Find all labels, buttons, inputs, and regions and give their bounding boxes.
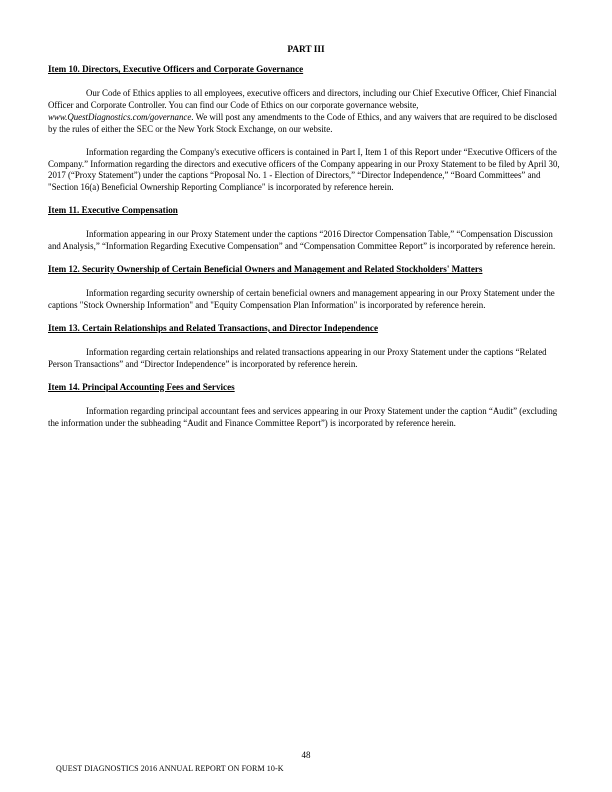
item-11-heading: Item 11. Executive Compensation (48, 205, 178, 216)
item-10-paragraph-1-text-before: Our Code of Ethics applies to all employees, executive officers and directors, including our Chief Executive Officer, Chief Financial Officer and Corporate Controller. You can find our Code of Ethics on our corporate governance website, (48, 88, 557, 110)
item-14-heading: Item 14. Principal Accounting Fees and Services (48, 381, 235, 392)
item-10-paragraph-1-text-after: . We will post any amendments to the Code of Ethics, and any waivers that are required to be disclosed by the rules of either the SEC or the New York Stock Exchange, on our website. (48, 111, 557, 134)
item-12-section (48, 264, 564, 312)
item-10-heading: Item 10. Directors, Executive Officers and Corporate Governance (48, 64, 304, 74)
item-10-paragraph-1 (48, 88, 564, 136)
page-footer: QUEST DIAGNOSTICS 2016 ANNUAL REPORT ON FORM 10-K (56, 764, 284, 773)
item-13-section (48, 323, 564, 371)
item-11-paragraph-1: Information appearing in our Proxy Statement under the captions “2016 Director Compensation Table,” “Compensation Discussion and Analysis,” “Information Regarding Executive Compensation” and “Compensation Committee Report” is incorporated by reference herein. (48, 229, 556, 252)
item-12-heading: Item 12. Security Ownership of Certain Beneficial Owners and Management and Related Stockholders' Matters (48, 264, 483, 275)
item-14-paragraph-1: Information regarding principal accountant fees and services appearing in our Proxy Statement under the caption “Audit” (excluding the information under the subheading “Audit and Finance Committee Report”) is incorporated by reference herein. (48, 405, 558, 428)
item-13-heading: Item 13. Certain Relationships and Related Transactions, and Director Independence (48, 322, 378, 333)
part-title: PART III (287, 45, 325, 55)
page-number: 48 (301, 750, 311, 760)
governance-website-link[interactable]: www.QuestDiagnostics.com/governance (48, 111, 192, 122)
item-11-section (48, 205, 564, 253)
item-14-section (48, 382, 564, 430)
item-10-section (48, 64, 564, 194)
document-body (48, 64, 564, 441)
item-12-paragraph-1: Information regarding security ownership of certain beneficial owners and management appearing in our Proxy Statement under the captions "Stock Ownership Information" and "Equity Compensation Plan Information" is incorporated by reference herein. (48, 288, 555, 310)
item-13-paragraph-1: Information regarding certain relationships and related transactions appearing in our Proxy Statement under the captions “Related Person Transactions” and “Director Independence” is incorporated by reference herein. (48, 346, 547, 369)
item-10-paragraph-2: Information regarding the Company's executive officers is contained in Part I, Item 1 of this Report under “Executive Officers of the Company.” Information regarding the directors and executive officers of the Company appearing in our Proxy Statement to be filed by April 30, 2017 (“Proxy Statement”) under the captions “Proposal No. 1 - Election of Directors,” “Director Independence,” “Board Committees” and "Section 16(a) Beneficial Ownership Reporting Compliance" is incorporated by reference herein. (48, 146, 560, 193)
